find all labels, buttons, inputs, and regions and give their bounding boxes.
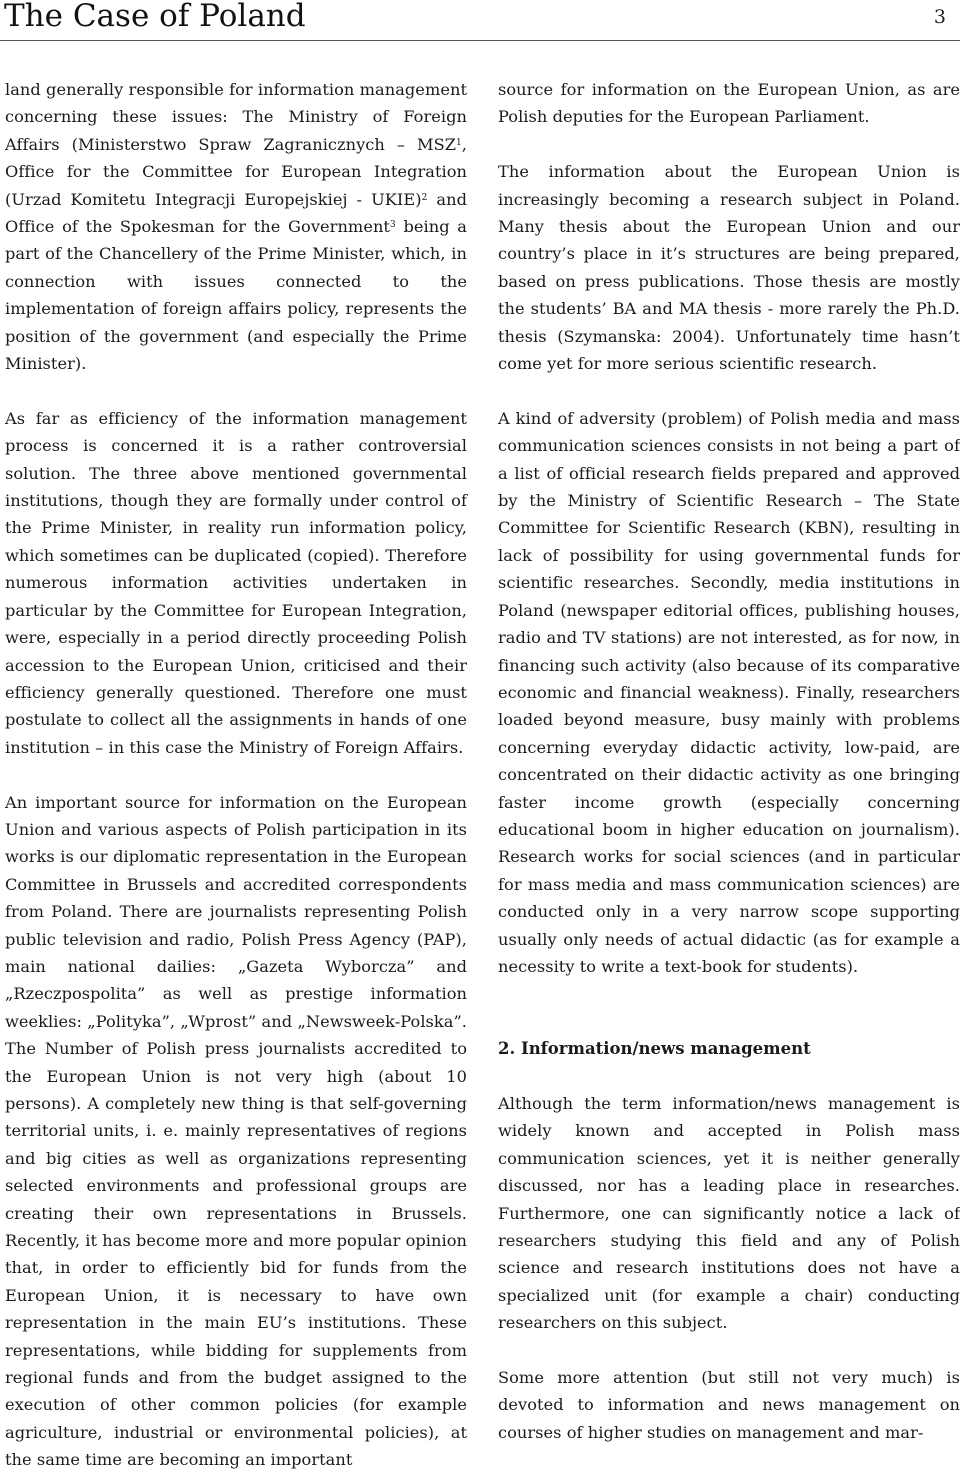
footnote-ref: 2 bbox=[421, 192, 428, 203]
page-number: 3 bbox=[933, 6, 946, 28]
footnote-ref: 3 bbox=[389, 220, 396, 231]
right-column bbox=[498, 76, 960, 1446]
section-gap bbox=[498, 980, 960, 1035]
footnote-ref: 1 bbox=[456, 137, 462, 148]
paragraph: As far as efficiency of the information management process is concerned it is a rather controversial solution. The three above mentioned governmental institutions, though they are formally under control of the Prime Minister, in reality run information policy, which sometimes can be duplicated (copied). Therefore numerous information activities undertaken in particular by the Committee for European Integration, were, especially in a period directly proceeding Polish accession to the European Union, criticised and their efficiency generally questioned. Therefore one must postulate to collect all the assignments in hands of one institution – in this case the Ministry of Foreign Affairs. bbox=[5, 408, 467, 757]
header-rule bbox=[0, 40, 960, 41]
paragraph: land generally responsible for information management concerning these issues: The Ministry of Foreign Affairs (Ministerstwo Spraw Zagranicznych – MSZ$^1$, Office for the Committee for European Integration (Urzad Komitetu Integracji Europejskiej - UKIE)$^2$ and Office of the Spokesman for the Government$^3$ being a part of the Chancellery of the Prime Minister, which, in connection with issues connected to the implementation of foreign affairs policy, represents the position of the government (and especially the Prime Minister). bbox=[5, 80, 467, 374]
paragraph: The information about the European Union is increasingly becoming a research subject in Poland. Many thesis about the European Union and our country’s place in it’s structures are being prepared, based on press publications. Those thesis are mostly the students’ BA and MA thesis - more rarely the Ph.D. thesis (Szymanska: 2004). Unfortunately time hasn’t come yet for more serious scientific research. bbox=[498, 162, 960, 374]
paragraph: Some more attention (but still not very much) is devoted to information and news management on courses of higher studies on management and mar- bbox=[498, 1368, 960, 1442]
paragraph: An important source for information on the European Union and various aspects of Polish participation in its works is our diplomatic representation in the European Committee in Brussels and accredited correspondents from Poland. There are journalists representing Polish public television and radio, Polish Press Agency (PAP), main national dailies: „Gazeta Wyborcza” and „Rzeczpospolita” as well as prestige information weeklies: „Polityka”, „Wprost” and „Newsweek-Polska”. The Number of Polish press journalists accredited to the European Union is not very high (about 10 persons). A completely new thing is that self-governing territorial units, i. e. mainly representatives of regions and big cities as well as organizations representing selected environments and professional groups are creating their own representations in Brussels. Recently, it has become more and more popular opinion that, in order to efficiently bid for funds from the European Union, it is necessary to have own representation in the main EU’s institutions. These representations, while bidding for supplements from regional funds and from the budget assigned to the execution of other common policies (for example agriculture, industrial or environmental policies), at the same time are becoming an important bbox=[5, 792, 468, 1470]
section-heading: 2. Information/news management bbox=[498, 1039, 811, 1059]
heading-gap bbox=[498, 1063, 960, 1090]
running-header bbox=[0, 0, 960, 40]
running-title: The Case of Poland bbox=[4, 0, 306, 34]
paragraph: A kind of adversity (problem) of Polish media and mass communication sciences consists in not being a part of a list of official research fields prepared and approved by the Ministry of Scientific Research – The State Committee for Scientific Research (KBN), resulting in lack of possibility for using governmental funds for scientific researches. Secondly, media institutions in Poland (newspaper editorial offices, publishing houses, radio and TV stations) are not interested, as for now, in financing such activity (also because of its comparative economic and financial weakness). Finally, researchers loaded beyond measure, busy mainly with problems concerning everyday didactic activity, low-paid, are concentrated on their didactic activity as one bringing faster income growth (especially concerning educational boom in higher education on journalism). Research works for social sciences (and in particular for mass media and mass communication sciences) are conducted only in a very narrow scope supporting usually only needs of actual didactic (as for example a necessity to write a text-book for students). bbox=[498, 408, 960, 976]
paragraph: source for information on the European Union, as are Polish deputies for the European Parliament. bbox=[498, 80, 960, 127]
left-column bbox=[5, 76, 467, 1474]
paragraph: Although the term information/news management is widely known and accepted in Polish mass communication sciences, yet it is neither generally discussed, nor has a leading place in researches. Furthermore, one can significantly notice a lack of researchers studying this field and any of Polish science and research institutions does not have a specialized unit (for example a chair) conducting researchers on this subject. bbox=[498, 1093, 960, 1333]
